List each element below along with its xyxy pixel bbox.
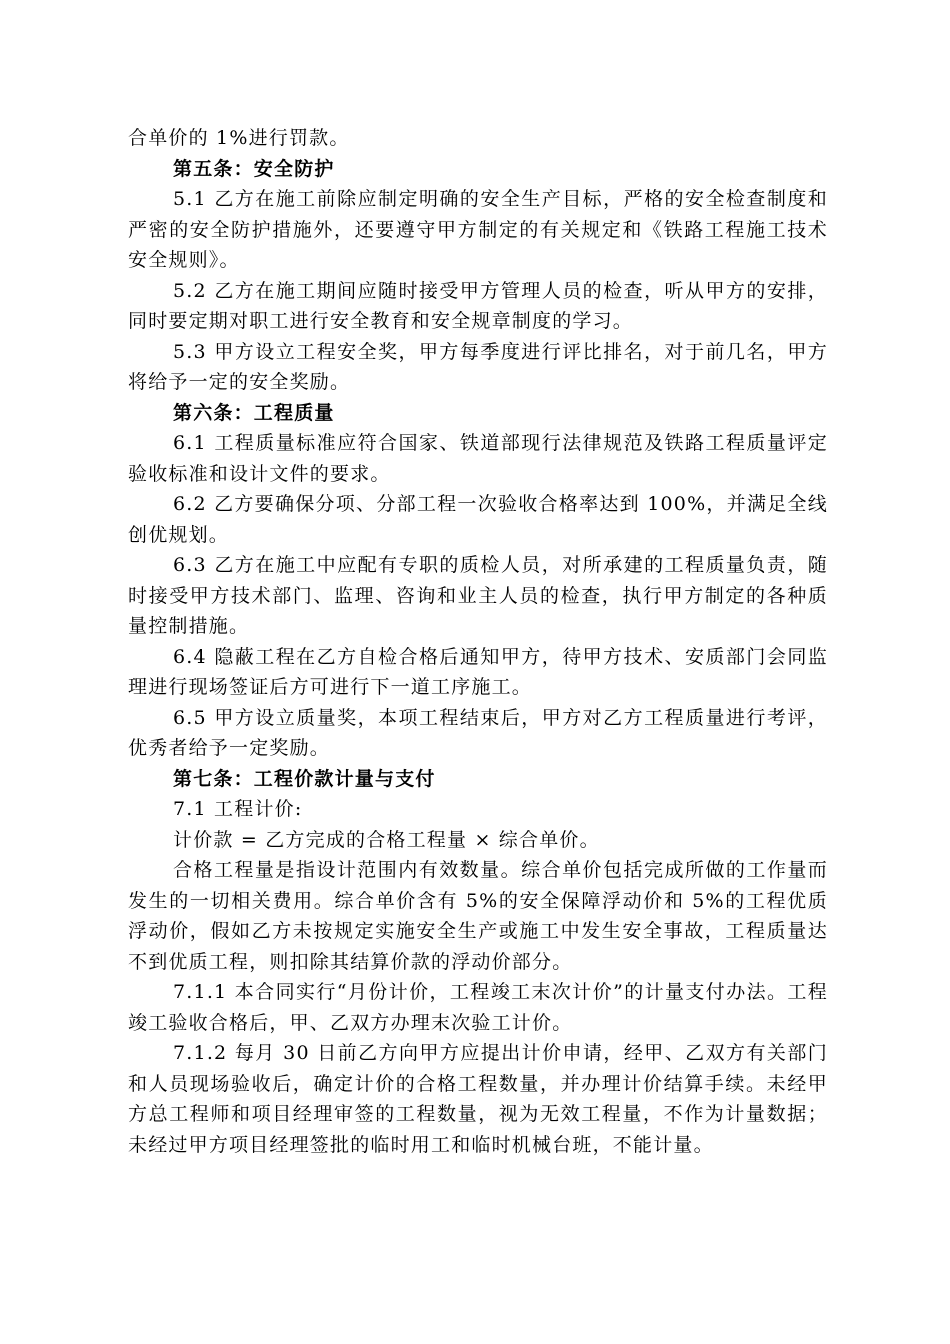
paragraph: 5.3 甲方设立工程安全奖，甲方每季度进行评比排名，对于前几名，甲方将给予一定的安全奖励。	[128, 340, 828, 393]
paragraph: 5.1 乙方在施工前除应制定明确的安全生产目标，严格的安全检查制度和严密的安全防护措施外，还要遵守甲方制定的有关规定和《铁路工程施工技术安全规则》。	[128, 188, 828, 271]
document-body	[128, 123, 828, 1160]
paragraph: 6.4 隐蔽工程在乙方自检合格后通知甲方，待甲方技术、安质部门会同监理进行现场签证后方可进行下一道工序施工。	[128, 645, 828, 698]
paragraph: 6.5 甲方设立质量奖，本项工程结束后，甲方对乙方工程质量进行考评，优秀者给予一定奖励。	[128, 706, 828, 759]
section-heading: 第五条：安全防护	[173, 157, 335, 180]
formula-paragraph: 计价款 = 乙方完成的合格工程量 × 综合单价。	[173, 828, 600, 851]
paragraph: 7.1.2 每月 30 日前乙方向甲方应提出计价申请，经甲、乙双方有关部门和人员现场验收后，确定计价的合格工程数量，并办理计价结算手续。未经甲方总工程师和项目经理审签的工程数量，视为无效工程量，不作为计量数据；未经过甲方项目经理签批的临时用工和临时机械台班，不能计量。	[128, 1042, 828, 1156]
paragraph: 7.1 工程计价:	[173, 798, 303, 820]
paragraph: 合格工程量是指设计范围内有效数量。综合单价包括完成所做的工作量而发生的一切相关费用。综合单价含有 5%的安全保障浮动价和 5%的工程优质浮动价，假如乙方未按规定实施安全生产或施工中发生安全事故，工程质量达不到优质工程，则扣除其结算价款的浮动价部分。	[128, 859, 828, 973]
paragraph: 5.2 乙方在施工期间应随时接受甲方管理人员的检查，听从甲方的安排，同时要定期对职工进行安全教育和安全规章制度的学习。	[128, 279, 828, 332]
section-heading: 第七条：工程价款计量与支付	[173, 767, 436, 790]
paragraph: 合单价的 1%进行罚款。	[128, 127, 350, 149]
paragraph: 7.1.1 本合同实行“月份计价，工程竣工末次计价”的计量支付办法。工程竣工验收合格后，甲、乙双方办理末次验工计价。	[128, 981, 828, 1034]
paragraph: 6.2 乙方要确保分项、分部工程一次验收合格率达到 100%，并满足全线创优规划。	[128, 493, 828, 546]
paragraph: 6.1 工程质量标准应符合国家、铁道部现行法律规范及铁路工程质量评定验收标准和设计文件的要求。	[128, 432, 828, 485]
paragraph: 6.3 乙方在施工中应配有专职的质检人员，对所承建的工程质量负责，随时接受甲方技术部门、监理、咨询和业主人员的检查，执行甲方制定的各种质量控制措施。	[128, 554, 828, 637]
section-heading: 第六条：工程质量	[173, 401, 335, 424]
